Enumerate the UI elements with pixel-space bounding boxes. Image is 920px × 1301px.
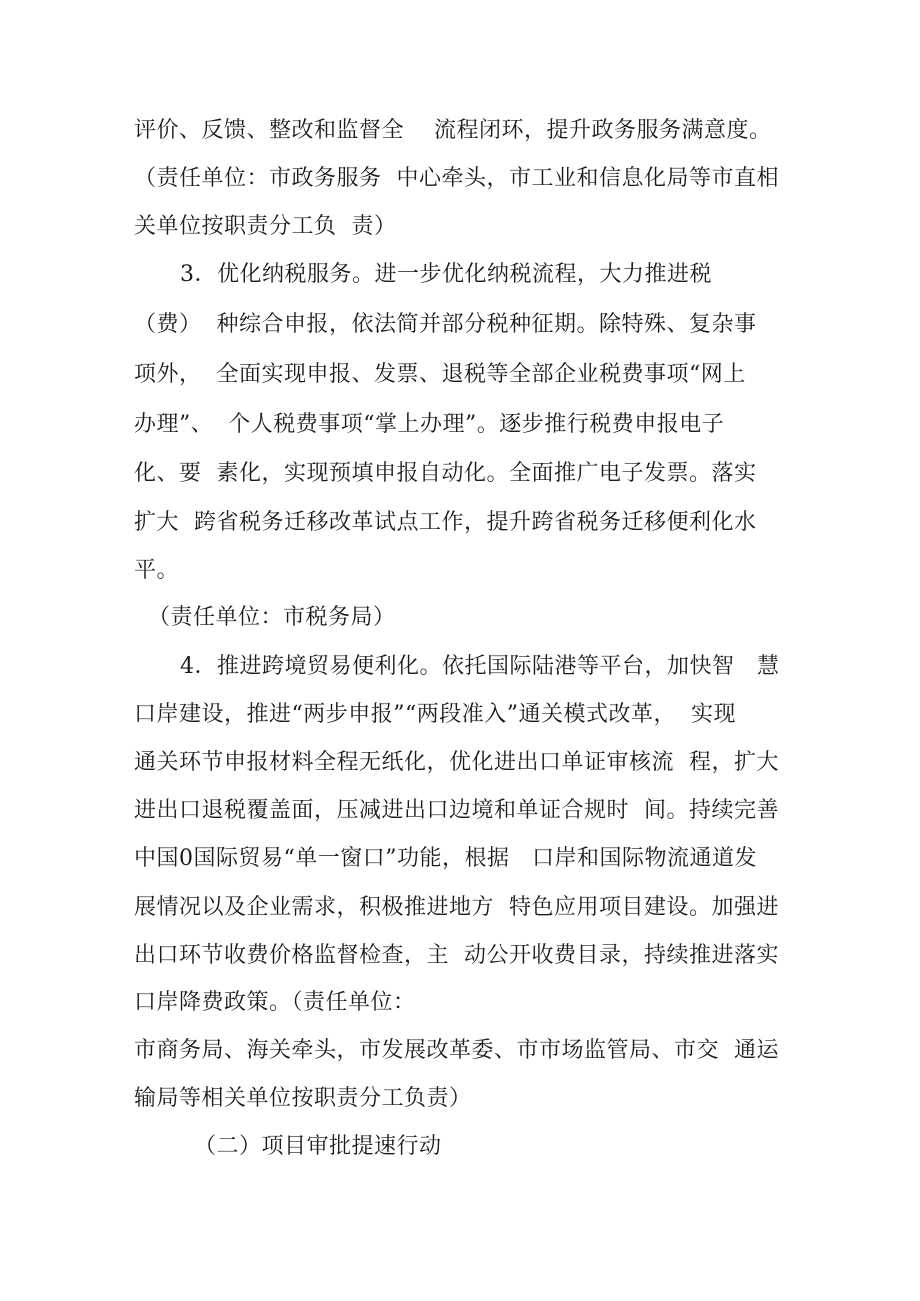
text-line: 评价、反馈、整改和监督全 流程闭环，提升政务服务满意度。 (134, 118, 772, 143)
text-line: 关单位按职责分工负 责） (134, 214, 397, 239)
text-line: 进出口退税覆盖面，压减进出口边境和单证合规时 间。持续完善 (134, 798, 779, 823)
text-line: （费） 种综合申报，依法简并部分税种征期。除特殊、复杂事 (134, 312, 757, 337)
responsibility-note: （责任单位：市税务局） (148, 605, 396, 630)
text-line: 出口环节收费价格监督检查，主 动公开收费目录，持续推进落实 (134, 943, 779, 968)
text-line: 办理”、 个人税费事项“掌上办理”。逐步推行税费申报电子 (134, 412, 725, 437)
text-line: 通关环节申报材料全程无纸化，优化进出口单证审核流 程，扩大 (134, 750, 779, 775)
text-line: 化、要 素化，实现预填申报自动化。全面推广电子发票。落实 (134, 461, 757, 486)
text-line: 输局等相关单位按职责分工负责） (134, 1086, 472, 1111)
text-line: 口岸建设，推进“两步申报”“两段准入”通关模式改革， 实现 (134, 702, 736, 727)
section-heading-4: 4．推进跨境贸易便利化。依托国际陆港等平台，加快智 慧 (180, 654, 780, 679)
section-heading-3: 3．优化纳税服务。进一步优化纳税流程，大力推进税 (180, 262, 712, 287)
text-line: 中国0国际贸易“单一窗口”功能，根据 口岸和国际物流通道发 (134, 846, 757, 871)
text-line: 扩大 跨省税务迁移改革试点工作，提升跨省税务迁移便利化水 (134, 510, 757, 535)
text-line: 口岸降费政策。（责任单位： (134, 990, 416, 1015)
subsection-heading: （二）项目审批提速行动 (194, 1134, 442, 1159)
text-line: 项外， 全面实现申报、发票、退税等全部企业税费事项“网上 (134, 362, 746, 387)
text-line: 市商务局、海关牵头，市发展改革委、市市场监管局、市交 通运 (134, 1038, 779, 1063)
text-line: 平。 (134, 558, 180, 583)
text-line: （责任单位：市政务服务 中心牵头，市工业和信息化局等市直相 (134, 166, 779, 191)
text-line: 展情况以及企业需求，积极推进地方 特色应用项目建设。加强进 (134, 895, 779, 920)
